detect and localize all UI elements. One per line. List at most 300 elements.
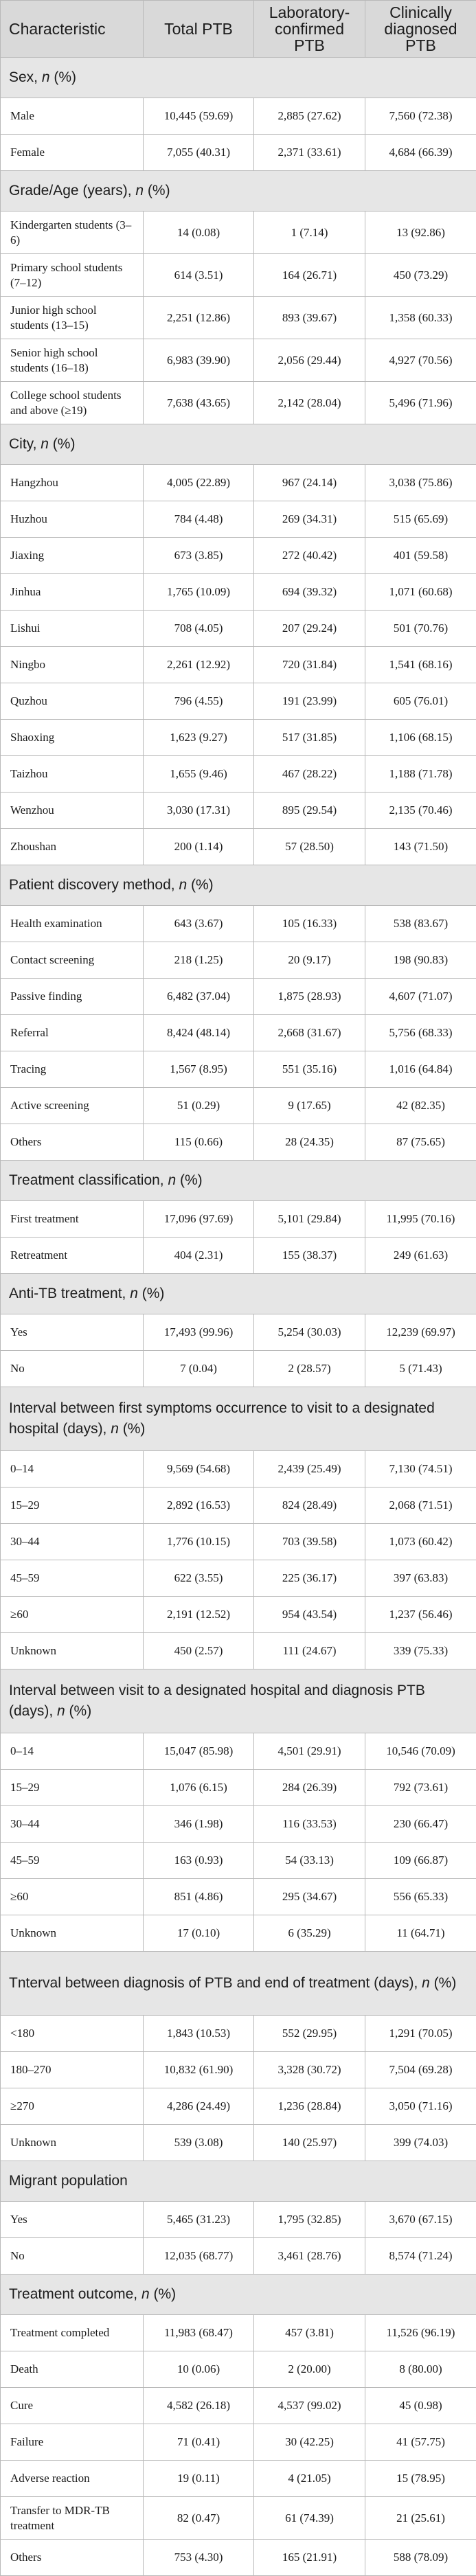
section-title-text: Interval between visit to a designated hospital and diagnosis PTB (days), (9, 1683, 425, 1719)
lab-confirmed-cell: 694 (39.32) (254, 574, 365, 611)
characteristic-cell: Retreatment (1, 1238, 144, 1274)
total-ptb-cell: 11,983 (68.47) (144, 2315, 254, 2351)
table-row (1, 2351, 476, 2388)
lab-confirmed-cell: 893 (39.67) (254, 297, 365, 339)
characteristic-cell: 45–59 (1, 1560, 144, 1597)
clinically-diagnosed-cell: 4,607 (71.07) (365, 979, 476, 1015)
total-ptb-cell: 1,623 (9.27) (144, 720, 254, 756)
table-row (1, 2424, 476, 2461)
clinically-diagnosed-cell: 249 (61.63) (365, 1238, 476, 1274)
section-header-row (1, 2275, 476, 2315)
total-ptb-cell: 450 (2.57) (144, 1633, 254, 1669)
table-row (1, 1451, 476, 1488)
characteristic-cell: Senior high school students (16–18) (1, 339, 144, 382)
characteristic-cell: Primary school students (7–12) (1, 254, 144, 297)
section-header-row (1, 1161, 476, 1201)
table-row (1, 1051, 476, 1088)
lab-confirmed-cell: 954 (43.54) (254, 1597, 365, 1633)
lab-confirmed-cell: 269 (34.31) (254, 501, 365, 538)
lab-confirmed-cell: 28 (24.35) (254, 1124, 365, 1161)
lab-confirmed-cell: 30 (42.25) (254, 2424, 365, 2461)
total-ptb-cell: 7,638 (43.65) (144, 382, 254, 424)
lab-confirmed-cell: 5,101 (29.84) (254, 1201, 365, 1238)
lab-confirmed-cell: 457 (3.81) (254, 2315, 365, 2351)
header-characteristic: Characteristic (1, 1, 144, 58)
total-ptb-cell: 4,286 (24.49) (144, 2088, 254, 2125)
total-ptb-cell: 673 (3.85) (144, 538, 254, 574)
section-n-symbol: n (179, 877, 187, 893)
lab-confirmed-cell: 207 (29.24) (254, 611, 365, 647)
section-n-symbol: n (130, 1286, 138, 1301)
clinically-diagnosed-cell: 109 (66.87) (365, 1843, 476, 1879)
lab-confirmed-cell: 155 (38.37) (254, 1238, 365, 1274)
characteristic-cell: Hangzhou (1, 465, 144, 501)
table-row (1, 2461, 476, 2497)
lab-confirmed-cell: 4,537 (99.02) (254, 2388, 365, 2424)
clinically-diagnosed-cell: 11,526 (96.19) (365, 2315, 476, 2351)
section-header-row (1, 424, 476, 465)
section-n-symbol: n (41, 436, 49, 452)
lab-confirmed-cell: 1 (7.14) (254, 212, 365, 254)
total-ptb-cell: 404 (2.31) (144, 1238, 254, 1274)
clinically-diagnosed-cell: 792 (73.61) (365, 1770, 476, 1806)
table-row (1, 2088, 476, 2125)
lab-confirmed-cell: 967 (24.14) (254, 465, 365, 501)
section-title-suffix: (%) (49, 436, 76, 452)
header-lab-confirmed-ptb: Laboratory-confirmed PTB (254, 1, 365, 58)
lab-confirmed-cell: 191 (23.99) (254, 683, 365, 720)
total-ptb-cell: 708 (4.05) (144, 611, 254, 647)
table-row (1, 611, 476, 647)
section-title-text: Anti-TB treatment, (9, 1286, 130, 1301)
characteristic-cell: No (1, 1351, 144, 1387)
table-row (1, 2540, 476, 2576)
characteristic-cell: Wenzhou (1, 793, 144, 829)
table-row (1, 1733, 476, 1770)
lab-confirmed-cell: 2,668 (31.67) (254, 1015, 365, 1051)
characteristic-cell: Others (1, 1124, 144, 1161)
total-ptb-cell: 163 (0.93) (144, 1843, 254, 1879)
table-row (1, 793, 476, 829)
total-ptb-cell: 784 (4.48) (144, 501, 254, 538)
characteristic-cell: Jinhua (1, 574, 144, 611)
total-ptb-cell: 9,569 (54.68) (144, 1451, 254, 1488)
lab-confirmed-cell: 165 (21.91) (254, 2540, 365, 2576)
characteristic-cell: ≥270 (1, 2088, 144, 2125)
characteristic-cell: Junior high school students (13–15) (1, 297, 144, 339)
characteristic-cell: 0–14 (1, 1451, 144, 1488)
characteristic-cell: Treatment completed (1, 2315, 144, 2351)
total-ptb-cell: 6,983 (39.90) (144, 339, 254, 382)
characteristic-cell: Unknown (1, 1915, 144, 1952)
section-title-text: Treatment classification, (9, 1172, 168, 1188)
total-ptb-cell: 346 (1.98) (144, 1806, 254, 1843)
clinically-diagnosed-cell: 1,188 (71.78) (365, 756, 476, 793)
section-title-text: Interval between first symptoms occurrence to visit to a designated hospital (days), (9, 1400, 435, 1437)
table-row (1, 538, 476, 574)
section-title-text: Patient discovery method, (9, 877, 179, 893)
total-ptb-cell: 796 (4.55) (144, 683, 254, 720)
table-row (1, 574, 476, 611)
lab-confirmed-cell: 2,142 (28.04) (254, 382, 365, 424)
table-row (1, 1015, 476, 1051)
clinically-diagnosed-cell: 12,239 (69.97) (365, 1314, 476, 1351)
table-row (1, 1633, 476, 1669)
clinically-diagnosed-cell: 198 (90.83) (365, 942, 476, 979)
characteristic-cell: Jiaxing (1, 538, 144, 574)
characteristic-cell: Transfer to MDR-TB treatment (1, 2497, 144, 2540)
total-ptb-cell: 12,035 (68.77) (144, 2238, 254, 2275)
section-header-row (1, 1387, 476, 1451)
table-row (1, 647, 476, 683)
section-title-text: Tnterval between diagnosis of PTB and end of treatment (days), (9, 1975, 422, 1991)
clinically-diagnosed-cell: 10,546 (70.09) (365, 1733, 476, 1770)
total-ptb-cell: 1,765 (10.09) (144, 574, 254, 611)
clinically-diagnosed-cell: 15 (78.95) (365, 2461, 476, 2497)
section-title (1, 58, 476, 98)
clinically-diagnosed-cell: 4,684 (66.39) (365, 135, 476, 171)
clinically-diagnosed-cell: 8 (80.00) (365, 2351, 476, 2388)
lab-confirmed-cell: 824 (28.49) (254, 1488, 365, 1524)
table-row (1, 1314, 476, 1351)
characteristic-cell: ≥60 (1, 1597, 144, 1633)
table-row (1, 2125, 476, 2161)
clinically-diagnosed-cell: 41 (57.75) (365, 2424, 476, 2461)
table-row (1, 1879, 476, 1915)
clinically-diagnosed-cell: 501 (70.76) (365, 611, 476, 647)
section-n-symbol: n (57, 1703, 65, 1719)
lab-confirmed-cell: 552 (29.95) (254, 2016, 365, 2052)
clinically-diagnosed-cell: 11,995 (70.16) (365, 1201, 476, 1238)
clinically-diagnosed-cell: 3,670 (67.15) (365, 2202, 476, 2238)
total-ptb-cell: 82 (0.47) (144, 2497, 254, 2540)
clinically-diagnosed-cell: 7,504 (69.28) (365, 2052, 476, 2088)
header-total-ptb: Total PTB (144, 1, 254, 58)
section-title-text: Grade/Age (years), (9, 183, 135, 198)
characteristic-cell: Tracing (1, 1051, 144, 1088)
total-ptb-cell: 17 (0.10) (144, 1915, 254, 1952)
section-header-row (1, 1274, 476, 1314)
table-row (1, 339, 476, 382)
section-title-suffix: (%) (150, 2286, 177, 2302)
characteristic-cell: Health examination (1, 906, 144, 942)
section-title (1, 1387, 476, 1451)
characteristic-cell: Referral (1, 1015, 144, 1051)
lab-confirmed-cell: 6 (35.29) (254, 1915, 365, 1952)
section-title (1, 1952, 476, 2016)
total-ptb-cell: 7,055 (40.31) (144, 135, 254, 171)
total-ptb-cell: 851 (4.86) (144, 1879, 254, 1915)
section-title (1, 1274, 476, 1314)
characteristic-cell: Lishui (1, 611, 144, 647)
lab-confirmed-cell: 9 (17.65) (254, 1088, 365, 1124)
table-row (1, 254, 476, 297)
table-row (1, 756, 476, 793)
total-ptb-cell: 2,191 (12.52) (144, 1597, 254, 1633)
total-ptb-cell: 3,030 (17.31) (144, 793, 254, 829)
table-row (1, 979, 476, 1015)
total-ptb-cell: 10 (0.06) (144, 2351, 254, 2388)
total-ptb-cell: 622 (3.55) (144, 1560, 254, 1597)
section-header-row (1, 58, 476, 98)
section-title-suffix: (%) (119, 1421, 146, 1437)
table-row (1, 297, 476, 339)
lab-confirmed-cell: 467 (28.22) (254, 756, 365, 793)
characteristic-cell: Adverse reaction (1, 2461, 144, 2497)
clinically-diagnosed-cell: 4,927 (70.56) (365, 339, 476, 382)
lab-confirmed-cell: 2 (28.57) (254, 1351, 365, 1387)
clinically-diagnosed-cell: 5,496 (71.96) (365, 382, 476, 424)
table-row (1, 683, 476, 720)
total-ptb-cell: 200 (1.14) (144, 829, 254, 865)
characteristic-cell: 180–270 (1, 2052, 144, 2088)
characteristic-cell: First treatment (1, 1201, 144, 1238)
clinically-diagnosed-cell: 1,358 (60.33) (365, 297, 476, 339)
section-title (1, 424, 476, 465)
clinically-diagnosed-cell: 515 (65.69) (365, 501, 476, 538)
table-row (1, 829, 476, 865)
table-row (1, 1351, 476, 1387)
total-ptb-cell: 1,567 (8.95) (144, 1051, 254, 1088)
table-row (1, 465, 476, 501)
clinically-diagnosed-cell: 3,038 (75.86) (365, 465, 476, 501)
table-row (1, 1806, 476, 1843)
lab-confirmed-cell: 272 (40.42) (254, 538, 365, 574)
table-body (1, 58, 476, 2576)
header-clinically-diagnosed-ptb: Clinically diagnosed PTB (365, 1, 476, 58)
lab-confirmed-cell: 517 (31.85) (254, 720, 365, 756)
lab-confirmed-cell: 20 (9.17) (254, 942, 365, 979)
clinically-diagnosed-cell: 21 (25.61) (365, 2497, 476, 2540)
lab-confirmed-cell: 105 (16.33) (254, 906, 365, 942)
clinically-diagnosed-cell: 401 (59.58) (365, 538, 476, 574)
table-row (1, 1915, 476, 1952)
clinically-diagnosed-cell: 1,291 (70.05) (365, 2016, 476, 2052)
lab-confirmed-cell: 2,371 (33.61) (254, 135, 365, 171)
total-ptb-cell: 1,076 (6.15) (144, 1770, 254, 1806)
table-row (1, 2388, 476, 2424)
clinically-diagnosed-cell: 1,106 (68.15) (365, 720, 476, 756)
characteristic-cell: Shaoxing (1, 720, 144, 756)
clinically-diagnosed-cell: 588 (78.09) (365, 2540, 476, 2576)
clinically-diagnosed-cell: 7,560 (72.38) (365, 98, 476, 135)
lab-confirmed-cell: 61 (74.39) (254, 2497, 365, 2540)
total-ptb-cell: 17,096 (97.69) (144, 1201, 254, 1238)
lab-confirmed-cell: 164 (26.71) (254, 254, 365, 297)
lab-confirmed-cell: 1,875 (28.93) (254, 979, 365, 1015)
total-ptb-cell: 4,582 (26.18) (144, 2388, 254, 2424)
clinically-diagnosed-cell: 2,068 (71.51) (365, 1488, 476, 1524)
clinically-diagnosed-cell: 143 (71.50) (365, 829, 476, 865)
lab-confirmed-cell: 1,795 (32.85) (254, 2202, 365, 2238)
characteristic-cell: Huzhou (1, 501, 144, 538)
total-ptb-cell: 539 (3.08) (144, 2125, 254, 2161)
lab-confirmed-cell: 3,461 (28.76) (254, 2238, 365, 2275)
characteristic-cell: Unknown (1, 1633, 144, 1669)
section-header-row (1, 865, 476, 906)
clinically-diagnosed-cell: 87 (75.65) (365, 1124, 476, 1161)
characteristic-cell: 45–59 (1, 1843, 144, 1879)
table-row (1, 135, 476, 171)
section-title (1, 2275, 476, 2315)
section-n-symbol: n (111, 1421, 119, 1437)
section-header-row (1, 2161, 476, 2202)
section-title-suffix: (%) (430, 1975, 457, 1991)
section-title (1, 171, 476, 212)
clinically-diagnosed-cell: 1,237 (56.46) (365, 1597, 476, 1633)
section-title (1, 1669, 476, 1733)
table-row (1, 1201, 476, 1238)
lab-confirmed-cell: 1,236 (28.84) (254, 2088, 365, 2125)
clinically-diagnosed-cell: 1,073 (60.42) (365, 1524, 476, 1560)
clinically-diagnosed-cell: 1,541 (68.16) (365, 647, 476, 683)
section-title-suffix: (%) (187, 877, 214, 893)
clinically-diagnosed-cell: 2,135 (70.46) (365, 793, 476, 829)
table-row (1, 212, 476, 254)
characteristic-cell: Active screening (1, 1088, 144, 1124)
table-row (1, 2497, 476, 2540)
section-title (1, 1161, 476, 1201)
table-row (1, 1124, 476, 1161)
characteristic-cell: 15–29 (1, 1488, 144, 1524)
total-ptb-cell: 5,465 (31.23) (144, 2202, 254, 2238)
clinically-diagnosed-cell: 5,756 (68.33) (365, 1015, 476, 1051)
characteristic-cell: College school students and above (≥19) (1, 382, 144, 424)
total-ptb-cell: 2,251 (12.86) (144, 297, 254, 339)
characteristic-cell: Ningbo (1, 647, 144, 683)
total-ptb-cell: 14 (0.08) (144, 212, 254, 254)
total-ptb-cell: 10,832 (61.90) (144, 2052, 254, 2088)
table-row (1, 1088, 476, 1124)
total-ptb-cell: 614 (3.51) (144, 254, 254, 297)
total-ptb-cell: 71 (0.41) (144, 2424, 254, 2461)
clinically-diagnosed-cell: 42 (82.35) (365, 1088, 476, 1124)
section-header-row (1, 171, 476, 212)
characteristic-cell: Male (1, 98, 144, 135)
characteristic-cell: Failure (1, 2424, 144, 2461)
lab-confirmed-cell: 4,501 (29.91) (254, 1733, 365, 1770)
section-title-suffix: (%) (65, 1703, 92, 1719)
table-row (1, 2315, 476, 2351)
total-ptb-cell: 10,445 (59.69) (144, 98, 254, 135)
total-ptb-cell: 753 (4.30) (144, 2540, 254, 2576)
section-n-symbol: n (422, 1975, 430, 1991)
total-ptb-cell: 51 (0.29) (144, 1088, 254, 1124)
section-n-symbol: n (135, 183, 144, 198)
section-title-text: Sex, (9, 69, 42, 85)
characteristic-cell: 15–29 (1, 1770, 144, 1806)
characteristic-cell: Quzhou (1, 683, 144, 720)
section-title-text: Migrant population (9, 2173, 128, 2189)
total-ptb-cell: 115 (0.66) (144, 1124, 254, 1161)
table-row (1, 1524, 476, 1560)
table-row (1, 2238, 476, 2275)
table-row (1, 1560, 476, 1597)
characteristic-cell: Taizhou (1, 756, 144, 793)
lab-confirmed-cell: 2,439 (25.49) (254, 1451, 365, 1488)
section-title-suffix: (%) (176, 1172, 203, 1188)
characteristic-cell: Yes (1, 1314, 144, 1351)
lab-confirmed-cell: 703 (39.58) (254, 1524, 365, 1560)
section-n-symbol: n (168, 1172, 176, 1188)
characteristic-cell: Passive finding (1, 979, 144, 1015)
total-ptb-cell: 8,424 (48.14) (144, 1015, 254, 1051)
lab-confirmed-cell: 295 (34.67) (254, 1879, 365, 1915)
clinically-diagnosed-cell: 3,050 (71.16) (365, 2088, 476, 2125)
clinically-diagnosed-cell: 399 (74.03) (365, 2125, 476, 2161)
characteristic-cell: Unknown (1, 2125, 144, 2161)
section-title-suffix: (%) (144, 183, 170, 198)
table-row (1, 1238, 476, 1274)
total-ptb-cell: 7 (0.04) (144, 1351, 254, 1387)
table-row (1, 1488, 476, 1524)
lab-confirmed-cell: 57 (28.50) (254, 829, 365, 865)
total-ptb-cell: 1,776 (10.15) (144, 1524, 254, 1560)
lab-confirmed-cell: 3,328 (30.72) (254, 2052, 365, 2088)
characteristic-cell: Yes (1, 2202, 144, 2238)
clinically-diagnosed-cell: 397 (63.83) (365, 1560, 476, 1597)
total-ptb-cell: 218 (1.25) (144, 942, 254, 979)
clinically-diagnosed-cell: 450 (73.29) (365, 254, 476, 297)
section-header-row (1, 1952, 476, 2016)
clinically-diagnosed-cell: 339 (75.33) (365, 1633, 476, 1669)
characteristic-cell: Kindergarten students (3–6) (1, 212, 144, 254)
section-title (1, 865, 476, 906)
total-ptb-cell: 1,843 (10.53) (144, 2016, 254, 2052)
section-title-text: City, (9, 436, 41, 452)
characteristic-cell: Death (1, 2351, 144, 2388)
total-ptb-cell: 1,655 (9.46) (144, 756, 254, 793)
section-header-row (1, 1669, 476, 1733)
characteristic-cell: Cure (1, 2388, 144, 2424)
characteristic-cell: 0–14 (1, 1733, 144, 1770)
total-ptb-cell: 17,493 (99.96) (144, 1314, 254, 1351)
table-row (1, 1597, 476, 1633)
clinically-diagnosed-cell: 605 (76.01) (365, 683, 476, 720)
section-n-symbol: n (42, 69, 50, 85)
lab-confirmed-cell: 895 (29.54) (254, 793, 365, 829)
section-title (1, 2161, 476, 2202)
total-ptb-cell: 19 (0.11) (144, 2461, 254, 2497)
lab-confirmed-cell: 140 (25.97) (254, 2125, 365, 2161)
characteristic-cell: 30–44 (1, 1806, 144, 1843)
clinically-diagnosed-cell: 556 (65.33) (365, 1879, 476, 1915)
table-row (1, 1770, 476, 1806)
lab-confirmed-cell: 116 (33.53) (254, 1806, 365, 1843)
characteristic-cell: ≥60 (1, 1879, 144, 1915)
clinically-diagnosed-cell: 8,574 (71.24) (365, 2238, 476, 2275)
lab-confirmed-cell: 2,885 (27.62) (254, 98, 365, 135)
clinically-diagnosed-cell: 1,016 (64.84) (365, 1051, 476, 1088)
lab-confirmed-cell: 54 (33.13) (254, 1843, 365, 1879)
total-ptb-cell: 6,482 (37.04) (144, 979, 254, 1015)
table-row (1, 906, 476, 942)
clinically-diagnosed-cell: 45 (0.98) (365, 2388, 476, 2424)
table-row (1, 720, 476, 756)
clinically-diagnosed-cell: 538 (83.67) (365, 906, 476, 942)
characteristic-cell: Others (1, 2540, 144, 2576)
total-ptb-cell: 15,047 (85.98) (144, 1733, 254, 1770)
lab-confirmed-cell: 284 (26.39) (254, 1770, 365, 1806)
characteristic-cell: No (1, 2238, 144, 2275)
table-row (1, 942, 476, 979)
lab-confirmed-cell: 4 (21.05) (254, 2461, 365, 2497)
characteristic-cell: 30–44 (1, 1524, 144, 1560)
table-row (1, 98, 476, 135)
lab-confirmed-cell: 720 (31.84) (254, 647, 365, 683)
lab-confirmed-cell: 5,254 (30.03) (254, 1314, 365, 1351)
total-ptb-cell: 2,892 (16.53) (144, 1488, 254, 1524)
